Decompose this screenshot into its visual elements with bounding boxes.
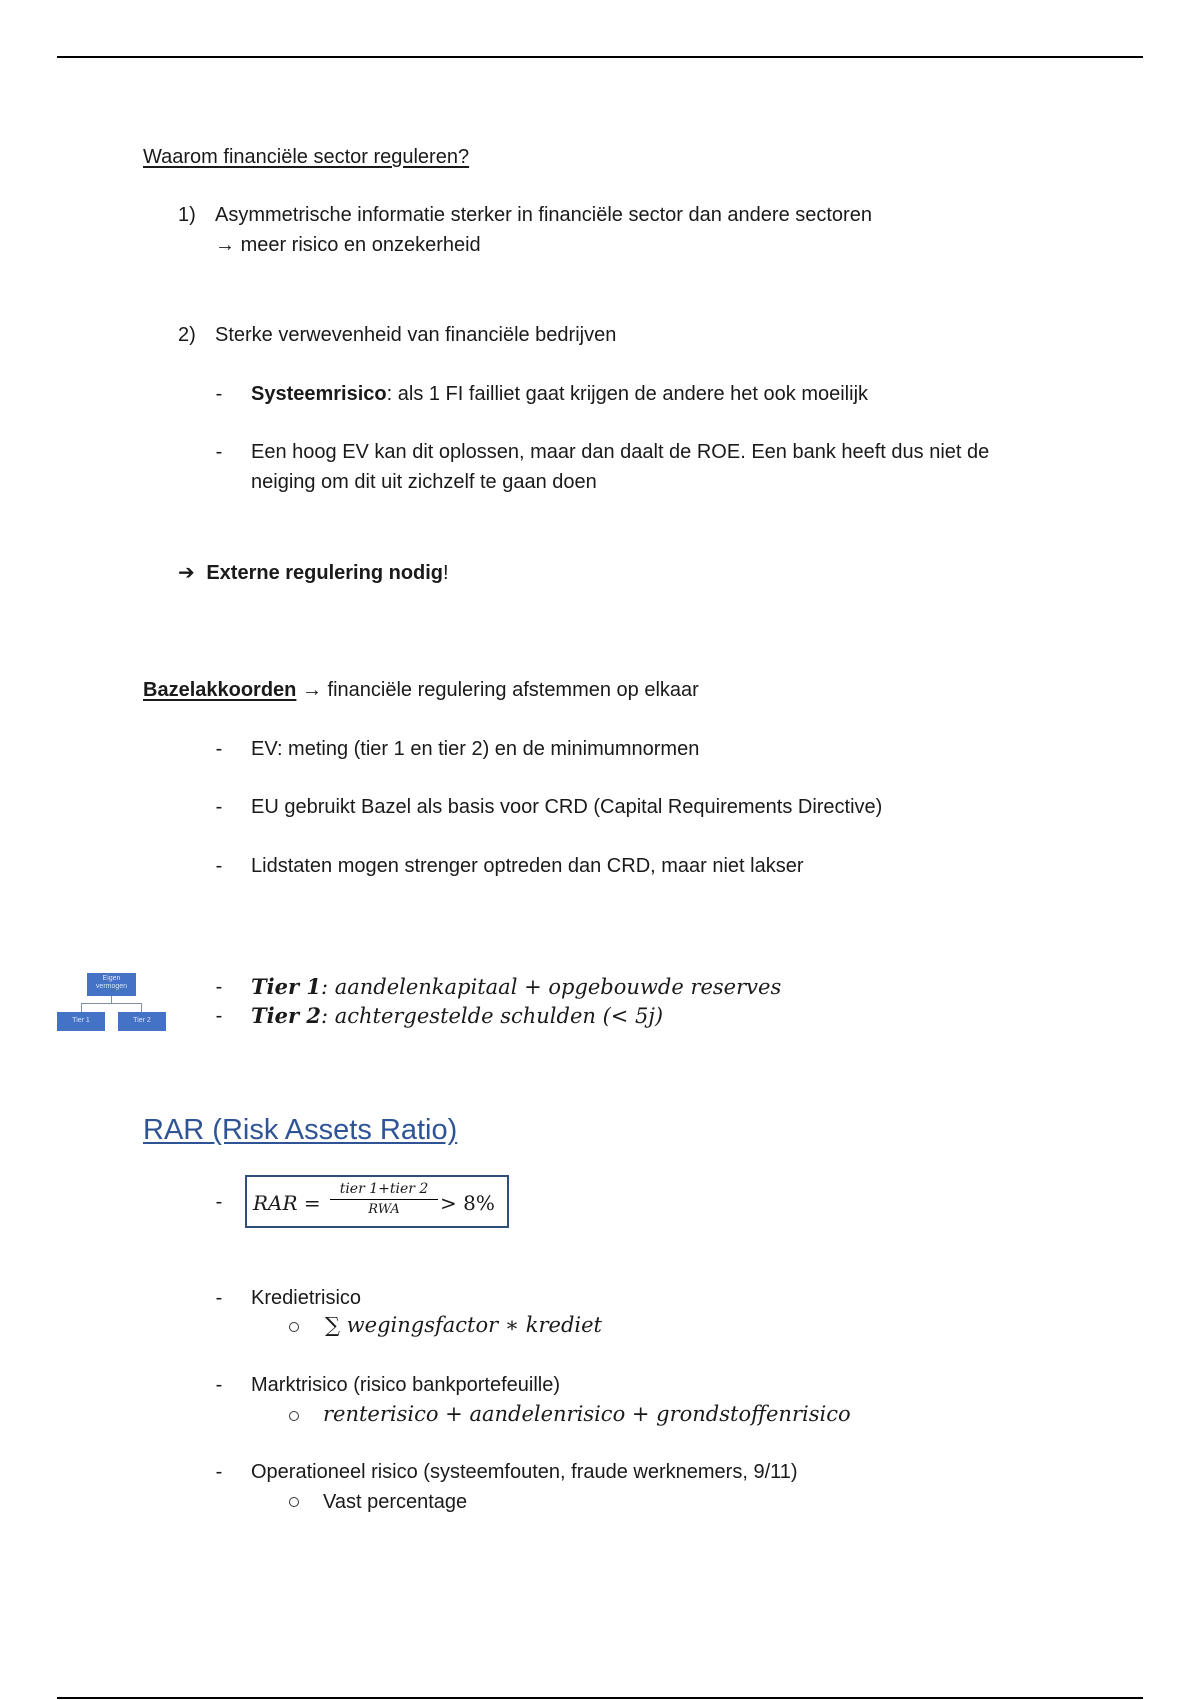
bazel-term: Bazelakkoorden <box>143 679 297 701</box>
bullet-dash: - <box>215 1374 223 1396</box>
bullet-dash: - <box>215 796 223 818</box>
systeemrisico-text: : als 1 FI failliet gaat krijgen de andere het ook moeilijk <box>386 383 869 405</box>
risk-formula-markt: renterisico + aandelenrisico + grondstoffenrisico <box>323 1402 851 1426</box>
rar-numerator: tier 1+tier 2 <box>330 1181 438 1200</box>
rar-formula-rhs: > 8% <box>440 1191 495 1215</box>
heading-regulation: Waarom financiële sector reguleren? <box>143 146 470 168</box>
rar-formula-lhs: RAR = <box>253 1191 321 1215</box>
tier1-definition <box>251 974 781 999</box>
tier2-definition <box>251 1003 663 1028</box>
bullet-dash: - <box>215 1461 223 1483</box>
arrow-right-icon: → <box>215 234 235 256</box>
item1-line2 <box>215 234 481 257</box>
systeemrisico-term: Systeemrisico <box>251 383 387 405</box>
tier2-label: Tier 2 <box>251 1003 321 1028</box>
item1-line1: Asymmetrische informatie sterker in financiële sector dan andere sectoren <box>215 204 872 226</box>
list-number-2: 2) <box>178 324 196 346</box>
rar-formula-box <box>245 1175 509 1228</box>
bold-arrow-icon: ➔ <box>178 562 195 584</box>
sub-bullet-circle <box>289 1497 299 1507</box>
sub-bullet-circle <box>289 1411 299 1421</box>
org-box-tier2: Tier 2 <box>118 1012 166 1031</box>
org-connector <box>141 1003 142 1012</box>
top-rule <box>57 56 1143 58</box>
bazel-bullet-3: Lidstaten mogen strenger optreden dan CRD, maar niet lakser <box>251 855 804 877</box>
bullet-dash: - <box>215 441 223 463</box>
risk-item-markt: Marktrisico (risico bankportefeuille) <box>251 1374 560 1396</box>
sub-bullet-circle <box>289 1322 299 1332</box>
bazel-heading-rest: financiële regulering afstemmen op elkaar <box>327 679 699 701</box>
bullet-systeemrisico <box>251 383 868 406</box>
org-connector <box>81 1003 82 1012</box>
rar-fraction <box>330 1181 438 1217</box>
bullet-ev-line2: neiging om dit uit zichzelf te gaan doen <box>251 471 597 493</box>
org-box-eigen-vermogen: Eigen vermogen <box>87 973 136 996</box>
bazel-heading <box>143 679 699 702</box>
bullet-dash: - <box>215 1005 223 1027</box>
bullet-ev-line1: Een hoog EV kan dit oplossen, maar dan daalt de ROE. Een bank heeft dus niet de <box>251 441 990 463</box>
list-number-1: 1) <box>178 204 196 226</box>
arrow-right-icon: → <box>301 679 322 701</box>
conclusion-text: Externe regulering nodig <box>206 562 444 584</box>
bullet-dash: - <box>215 855 223 877</box>
bullet-dash: - <box>215 1287 223 1309</box>
conclusion-exclamation: ! <box>443 562 449 584</box>
bazel-bullet-2: EU gebruikt Bazel als basis voor CRD (Capital Requirements Directive) <box>251 796 883 818</box>
risk-item-operationeel: Operationeel risico (systeemfouten, fraude werknemers, 9/11) <box>251 1461 798 1483</box>
conclusion <box>178 560 449 585</box>
tier2-formula: : achtergestelde schulden (< 5j) <box>320 1004 664 1028</box>
org-box-tier1: Tier 1 <box>57 1012 105 1031</box>
tier1-label: Tier 1 <box>251 974 321 999</box>
bottom-rule <box>57 1697 1143 1699</box>
risk-sub-vast-percentage: Vast percentage <box>323 1491 468 1513</box>
item2-text: Sterke verwevenheid van financiële bedrijven <box>215 324 617 346</box>
org-connector <box>81 1003 142 1004</box>
risk-formula-krediet: ∑ wegingsfactor ∗ krediet <box>325 1313 602 1337</box>
item1-line2-text: meer risico en onzekerheid <box>240 234 481 256</box>
bullet-dash: - <box>215 976 223 998</box>
risk-item-krediet: Kredietrisico <box>251 1287 362 1309</box>
tier1-formula: : aandelenkapitaal + opgebouwde reserves <box>320 975 782 999</box>
rar-heading: RAR (Risk Assets Ratio) <box>143 1114 458 1146</box>
bazel-bullet-1: EV: meting (tier 1 en tier 2) en de minimumnormen <box>251 738 700 760</box>
bullet-dash: - <box>215 1191 223 1213</box>
org-connector <box>111 996 112 1003</box>
bullet-dash: - <box>215 738 223 760</box>
bullet-dash: - <box>215 383 223 405</box>
rar-denominator: RWA <box>368 1202 400 1217</box>
